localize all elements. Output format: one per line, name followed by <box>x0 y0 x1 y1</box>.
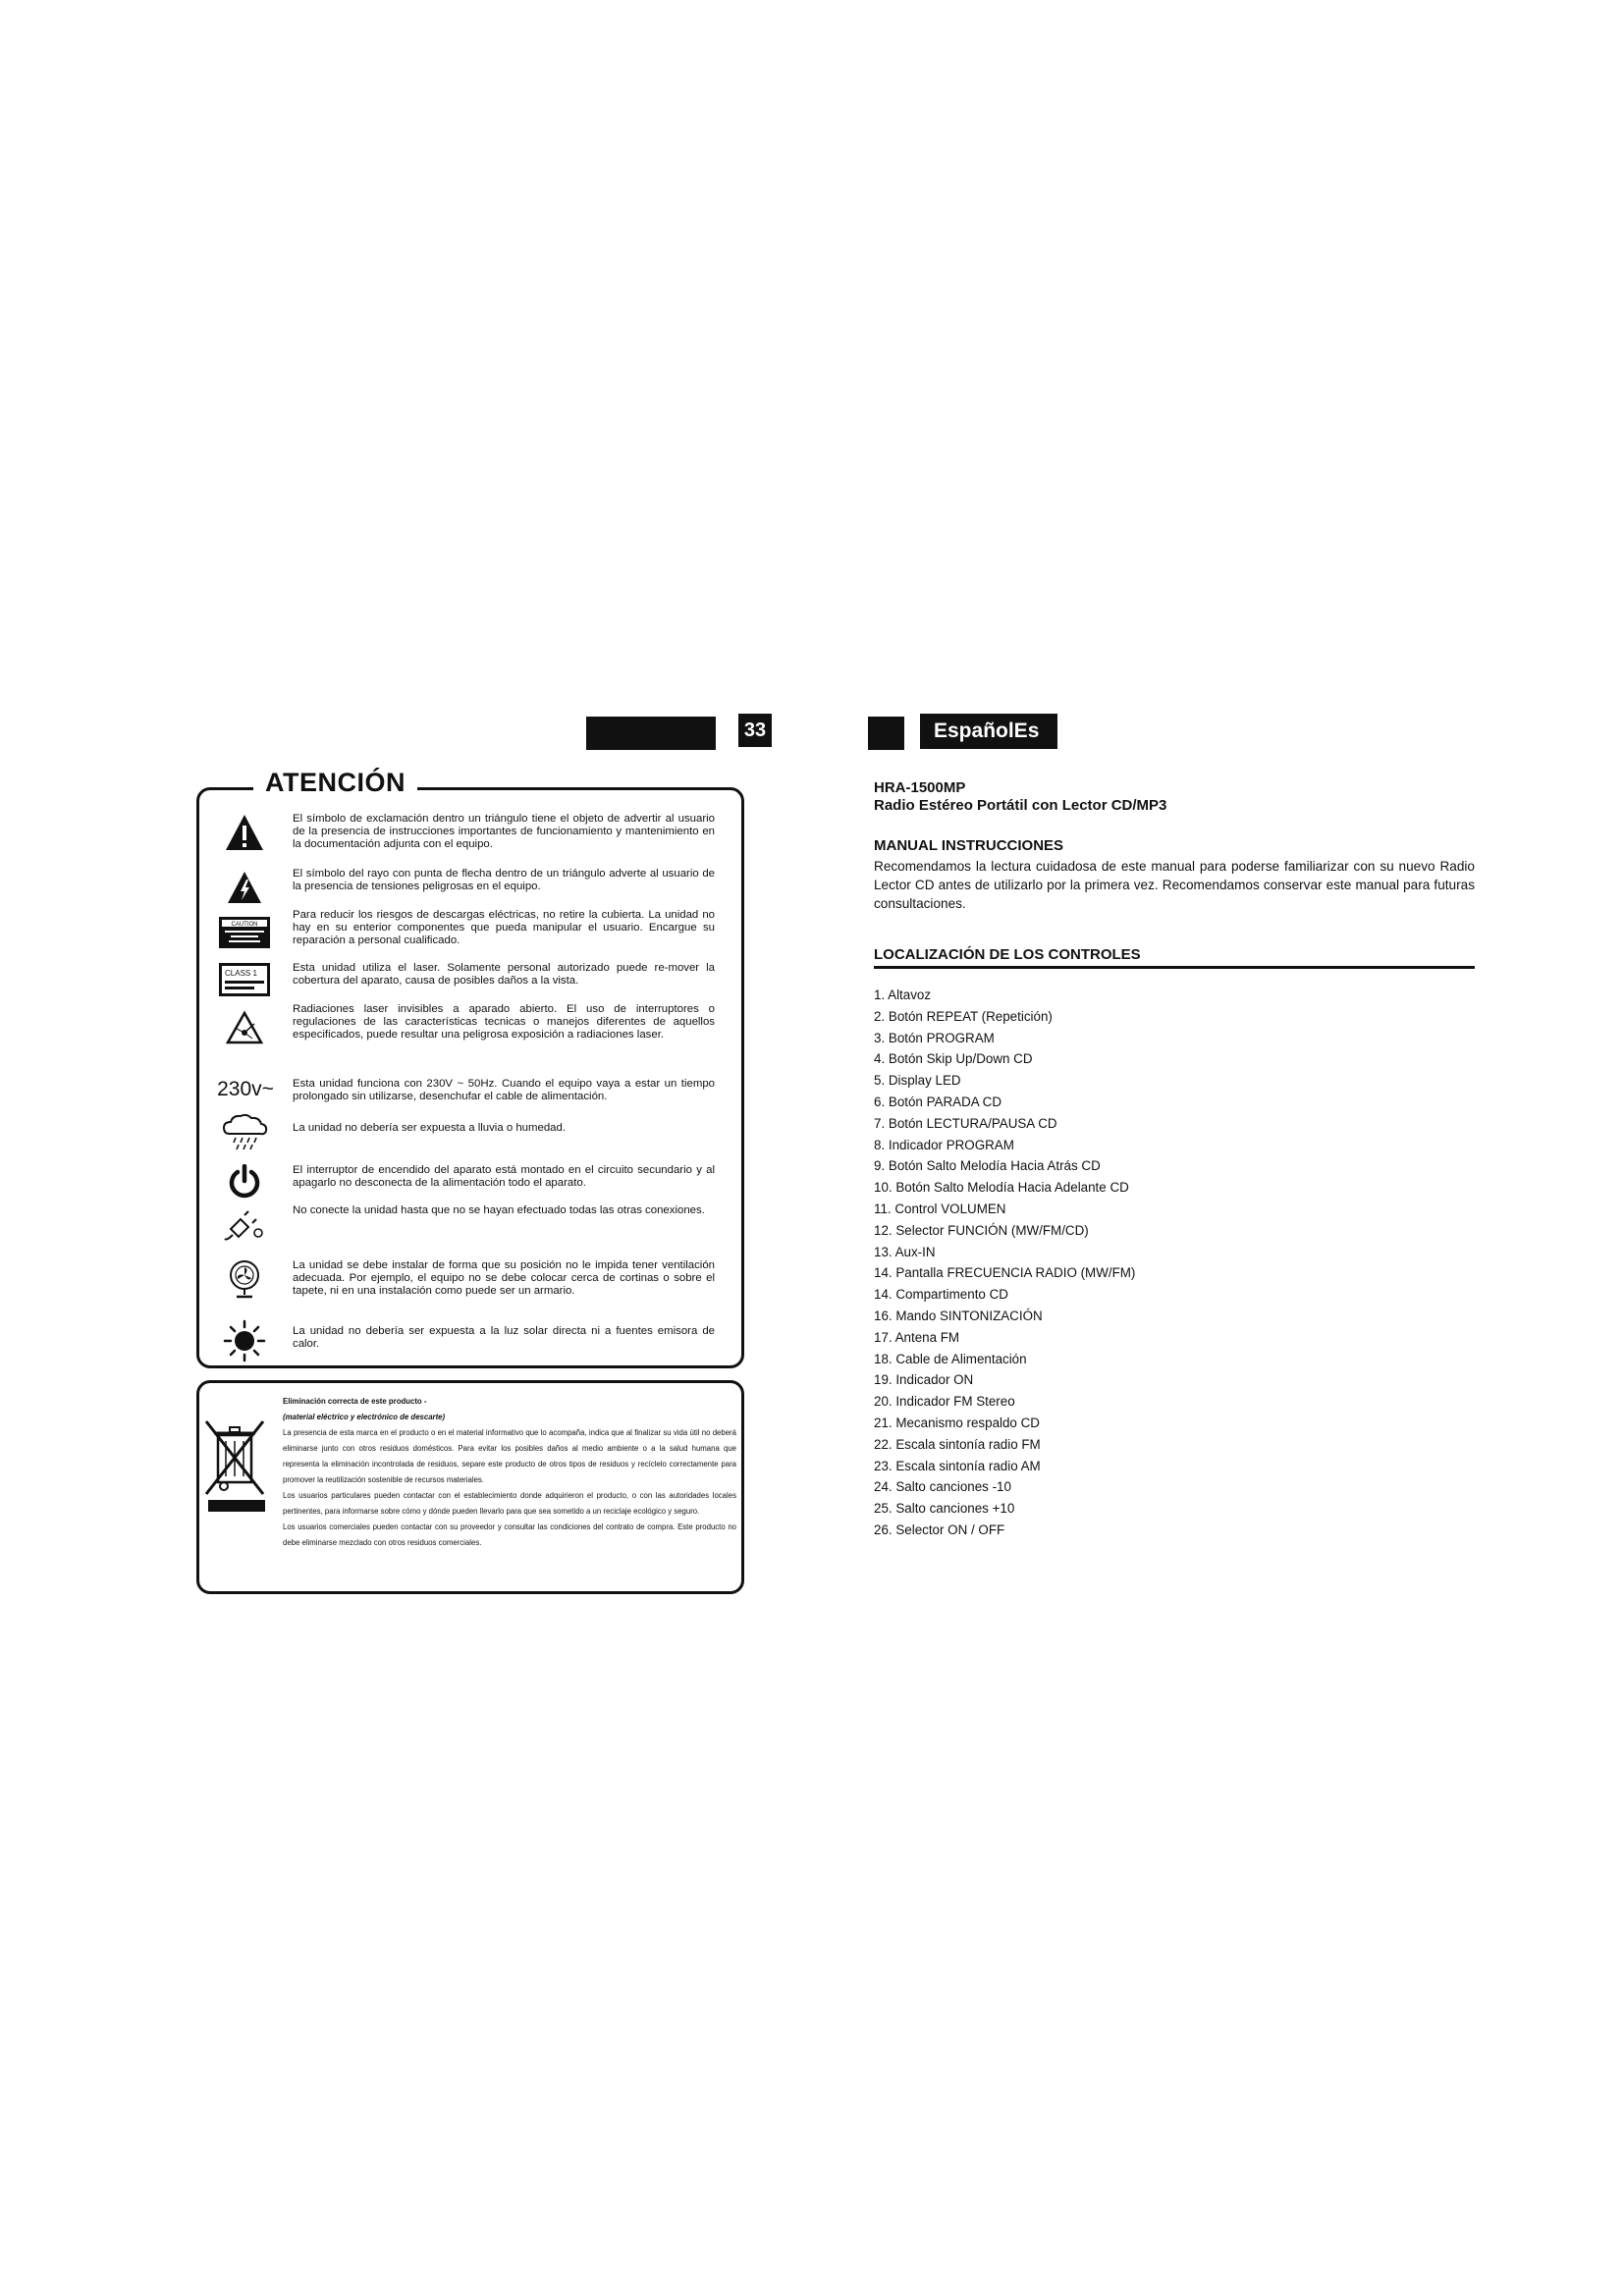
rain-cloud-icon <box>218 1111 271 1152</box>
list-item: 25. Salto canciones +10 <box>874 1501 1015 1517</box>
manual-intro: Recomendamos la lectura cuidadosa de este manual para poderse familiarizar con su nuevo Radio Lector CD antes de utilizarlo por la primera vez. Recomendamos conservar este manual para futuras consultaciones. <box>874 859 1475 911</box>
list-item: 6. Botón PARADA CD <box>874 1094 1001 1109</box>
page-number: 33 <box>738 714 772 747</box>
plug-icon <box>218 1201 271 1245</box>
disposal-paragraph-3: Los usuarios comerciales pueden contactar con su proveedor y consultar las condiciones del contrato de compra. Este producto no debe eliminarse mezclado con otros residuos comerciales. <box>283 1522 736 1547</box>
attention-text-8: El interruptor de encendido del aparato está montado en el circuito secundario y al apagarlo no desconecta de la alimentación todo el aparato. <box>293 1164 715 1189</box>
disposal-subtitle: (material eléctrico y electrónico de descarte) <box>283 1413 446 1421</box>
list-item: 13. Aux-IN <box>874 1244 936 1259</box>
list-item: 11. Control VOLUMEN <box>874 1201 1006 1216</box>
list-item: 16. Mando SINTONIZACIÓN <box>874 1308 1043 1323</box>
list-item: 7. Botón LECTURA/PAUSA CD <box>874 1115 1057 1131</box>
svg-text:CLASS 1: CLASS 1 <box>225 969 257 978</box>
list-item: 20. Indicador FM Stereo <box>874 1394 1015 1410</box>
controls-list <box>874 985 1135 1541</box>
list-item: 4. Botón Skip Up/Down CD <box>874 1051 1033 1067</box>
attention-text-6: Esta unidad funciona con 230V ~ 50Hz. Cuando el equipo vaya a estar un tiempo prolongado sin utilizarse, desenchufar el cable de alimentación. <box>293 1078 715 1102</box>
attention-text-11: La unidad no debería ser expuesta a la luz solar directa ni a fuentes emisora de calor. <box>293 1325 715 1350</box>
attention-text-3: Para reducir los riesgos de descargas eléctricas, no retire la cubierta. La unidad no hay en su enterior componentes que pueda manipular el usuario. Encargue su reparación a personal cualificado. <box>293 909 715 946</box>
product-heading <box>874 779 1166 815</box>
voltage-label: 230v~ <box>217 1078 274 1100</box>
attention-text-4: Esta unidad utiliza el laser. Solamente personal autorizado puede re-mover la cobertura del aparato, causa de posibles daños a la vista. <box>293 962 715 987</box>
sun-icon <box>218 1319 271 1362</box>
list-item: 5. Display LED <box>874 1073 961 1089</box>
caution-label-icon <box>218 915 271 950</box>
controls-title: LOCALIZACIÓN DE LOS CONTROLES <box>874 946 1141 963</box>
header-bar-middle <box>868 717 904 750</box>
list-item: 1. Altavoz <box>874 988 932 1002</box>
list-item: 22. Escala sintonía radio FM <box>874 1436 1041 1452</box>
disposal-text <box>283 1394 736 1551</box>
product-name: Radio Estéreo Portátil con Lector CD/MP3 <box>874 797 1167 814</box>
manual-title: MANUAL INSTRUCCIONES <box>874 837 1064 854</box>
language-tab: EspañolEs <box>920 714 1057 749</box>
list-item: 10. Botón Salto Melodía Hacia Adelante CD <box>874 1180 1129 1196</box>
attention-text-7: La unidad no debería ser expuesta a lluvia o humedad. <box>293 1122 567 1134</box>
attention-text-1: El símbolo de exclamación dentro un triángulo tiene el objeto de advertir al usuario de la presencia de instrucciones importantes de funcionamiento y mantenimiento en la documentación adjunta con el equipo. <box>293 813 715 850</box>
section-divider <box>874 966 1475 969</box>
attention-text-10: La unidad se debe instalar de forma que su posición no le impida tener ventilación adecuada. Por ejemplo, el equipo no se debe colocar cerca de cortinas o sobre el tapete, ni en una instalación como puede ser un armario. <box>293 1259 715 1297</box>
list-item: 12. Selector FUNCIÓN (MW/FM/CD) <box>874 1222 1089 1238</box>
voltage-230v-icon <box>214 1076 277 1103</box>
exclamation-triangle-icon <box>218 811 271 854</box>
list-item: 24. Salto canciones -10 <box>874 1479 1011 1495</box>
list-item: 3. Botón PROGRAM <box>874 1030 995 1045</box>
list-item: 14. Compartimento CD <box>874 1287 1008 1303</box>
attention-text-9: No conecte la unidad hasta que no se hayan efectuado todas las otras conexiones. <box>293 1204 705 1216</box>
attention-text-2: El símbolo del rayo con punta de flecha dentro de un triángulo adverte al usuario de la presencia de tensiones peligrosas en el equipo. <box>293 868 715 892</box>
header-bar-left <box>586 717 716 750</box>
list-item: 19. Indicador ON <box>874 1372 974 1388</box>
list-item: 26. Selector ON / OFF <box>874 1522 1005 1537</box>
list-item: 18. Cable de Alimentación <box>874 1351 1027 1366</box>
weee-bin-icon <box>202 1417 269 1514</box>
class1-laser-label-icon <box>218 962 271 997</box>
list-item: 2. Botón REPEAT (Repetición) <box>874 1008 1053 1024</box>
list-item: 14. Pantalla FRECUENCIA RADIO (MW/FM) <box>874 1265 1136 1281</box>
svg-text:CAUTION: CAUTION <box>231 922 258 928</box>
fan-ventilation-icon <box>218 1256 271 1302</box>
list-item: 17. Antena FM <box>874 1329 960 1345</box>
list-item: 8. Indicador PROGRAM <box>874 1137 1014 1152</box>
product-model: HRA-1500MP <box>874 779 966 796</box>
list-item: 23. Escala sintonía radio AM <box>874 1458 1041 1473</box>
attention-text-5: Radiaciones laser invisibles a aparado abierto. El uso de interruptores o regulaciones de las características tecnicas o manejos diferentes de aquellos especificados, puede resultar una peligrosa exposición a radiaciones laser. <box>293 1003 715 1041</box>
attention-title: ATENCIÓN <box>253 768 417 798</box>
lightning-triangle-icon <box>218 868 271 907</box>
list-item: 9. Botón Salto Melodía Hacia Atrás CD <box>874 1158 1101 1174</box>
laser-warning-icon <box>218 1003 271 1052</box>
disposal-paragraph-2: Los usuarios particulares pueden contactar con el establecimiento donde adquirieron el producto, o con las autoridades locales pertinentes, para informarse sobre cómo y dónde pueden llevarlo para que sea sometido a un reciclaje ecológico y seguro. <box>283 1491 736 1516</box>
disposal-paragraph-1: La presencia de esta marca en el producto o en el material informativo que lo acompaña, indica que al finalizar su vida útil no deberá eliminarse junto con otros residuos domésticos. Para evitar los posibles daños al medio ambiente o a la salud humana que representa la eliminación incontrolada de residuos, separe este producto de otros tipos de residuos y recíclelo correctamente para promover la reutilización sostenible de recursos materiales. <box>283 1428 736 1484</box>
disposal-title: Eliminación correcta de este producto - <box>283 1397 427 1406</box>
power-icon <box>218 1162 271 1201</box>
list-item: 21. Mecanismo respaldo CD <box>874 1415 1040 1430</box>
